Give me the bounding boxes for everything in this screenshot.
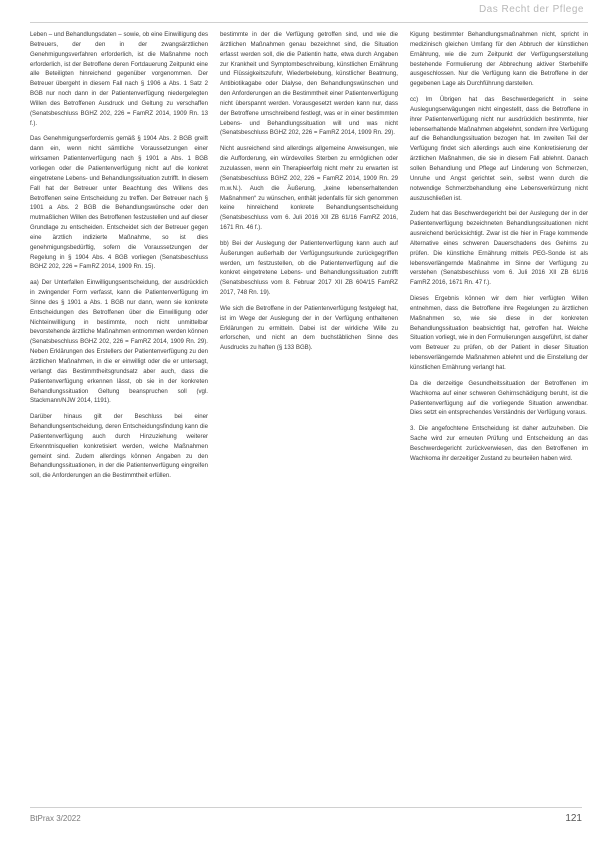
paragraph: Dieses Ergebnis können wir dem hier verfügten Willen entnehmen, dass die Betroffene ihre Regelungen zu ärztlichen Maßnahmen so, wie sie diese in der konkreten Behandlungssituation beabsichtigt hat, getroffen hat. Welche Situation vorliegt, wie in den Formulierungen ausgeführt, ist daher vom Betreuer zu prüfen, ob der Patient in dieser Situation lebensverlängernde Maßnahmen ablehnt und die Einstellung der künstlichen Ernährung verlangt hat.: [410, 295, 588, 371]
paragraph: Nicht ausreichend sind allerdings allgemeine Anweisungen, wie die Aufforderung, ein würdevolles Sterben zu ermöglichen oder zuzulassen, wenn ein Therapieerfolg nicht mehr zu erwarten ist (Senatsbeschluss BGHZ 202, 226 = FamRZ 2014, 1909 Rn. 29 m.w.N.). Auch die Äußerung, „keine lebenserhaltenden Maßnahmen“ zu wünschen, enthält jedenfalls für sich genommen keine hinreichend konkrete Behandlungsentscheidung (Senatsbeschluss vom 6. Juli 2016 XII ZB 61/16 FamRZ 2016, 1671 Rn. 46 f.).: [220, 145, 398, 232]
text-column-middle: [220, 30, 398, 802]
paragraph: 3. Die angefochtene Entscheidung ist daher aufzuheben. Die Sache wird zur erneuten Prüfung und Entscheidung an das Beschwerdegericht zurückverwiesen, das den Betroffenen im Wachkoma ihr derzeitiger Zustand zu beurteilen haben wird.: [410, 425, 588, 462]
article-body: [30, 30, 588, 802]
paragraph: Wie sich die Betroffene in der Patientenverfügung festgelegt hat, ist im Wege der Auslegung der in der Verfügung enthaltenen Erklärungen zu ermitteln. Dabei ist der wirkliche Wille zu erforschen, und nicht an dem buchstäblichen Sinne des Ausdrucks zu haften (§ 133 BGB).: [220, 304, 398, 352]
paragraph: bestimmte in der die Verfügung getroffen sind, und wie die ärztlichen Maßnahmen genau bezeichnet sind, die Situation erfasst werden soll, die die Patientin hatte, etwa durch Angaben zur Krankheit und Symptombeschreibung, künstlichen Ernährung und Flüssigkeitszufuhr, Wiederbelebung, künstlicher Beatmung, Antibiotikagabe oder Dialyse, den Behandlungswünschen und den Anforderungen an die Bestimmtheit einer Patientenverfügung nicht überspannt werden. Vorausgesetzt werden kann nur, dass der Betroffene umschreibend festlegt, was er in einer bestimmten Lebens- und Behandlungssituation will und was nicht (Senatsbeschluss BGHZ 202, 226 = FamRZ 2014, 1909 Rn. 29).: [220, 31, 398, 137]
journal-issue: BtPrax 3/2022: [30, 813, 81, 823]
paragraph: bb) Bei der Auslegung der Patientenverfügung kann auch auf Äußerungen außerhalb der Verfügungsurkunde zurückgegriffen werden, um festzustellen, ob die Patientenverfügung auf die konkret eingetretene Lebens- und Behandlungssituation zutrifft (Senatsbeschluss vom 8. Februar 2017 XII ZB 604/15 FamRZ 2017, 748 Rn. 19).: [220, 239, 398, 297]
paragraph: Da die derzeitige Gesundheitssituation der Betroffenen im Wachkoma auf einer schweren Gehirnschädigung beruht, ist die Patientenverfügung auf die vorliegende Situation anwendbar. Dies setzt ein entsprechendes Verständnis der Verfügung voraus.: [410, 379, 588, 417]
text-column-left: [30, 30, 208, 802]
page-number: 121: [565, 812, 582, 824]
page-footer: [30, 807, 582, 828]
paragraph: Kigung bestimmter Behandlungsmaßnahmen nicht, spricht in medizinisch gleichen Umfang für den Abbruch der künstlichen Ernährung, wie die zum Zeitpunkt der Verfügungserstellung bestehende Formulierung der Abbrechung aktiver Sterbehilfe ausgeschlossen. Nur die Verfügung kann die Betroffene in der gegebenen Lage als Durchführung darstellen.: [410, 31, 588, 88]
paragraph: aa) Der Unterfallen Einwilligungsentscheidung, der ausdrücklich in zwingender Form verfasst, kann die Patientenverfügung im Sinne des § 1901 a Abs. 1 BGB nur dann, wenn sie konkrete Entscheidungen des Betroffenen über die Einwilligung oder Nichteinwilligung in bestimmte, noch nicht unmittelbar bevorstehende ärztliche Maßnahmen entnommen werden können (Senatsbeschluss BGHZ 202, 226 = FamRZ 2014, 1909 Rn. 29). Neben Erklärungen des Erstellers der Patientenverfügung zu den ärztlichen Maßnahmen, in die er einwilligt oder die er untersagt, verlangt das Bestimmtheitsgrundsatz aber auch, dass die Patientenverfügung erkennen lässt, ob sie in der konkreten Behandlungssituation Geltung beanspruchen soll (vgl. Stackmann/NJW 2014, 1191).: [30, 279, 208, 405]
paragraph: Darüber hinaus gilt der Beschluss bei einer Behandlungsentscheidung, deren Entscheidungsfindung kann die Patientenverfügung auch durch Hinzuziehung weiterer Erkenntnisquellen konkretisiert werden, welche Maßnahmen gemeint sind. Zudem allerdings können Angaben zu den Behandlungssituationen, in der die Patientenverfügung eingreifen soll, die Anforderungen an die Bestimmtheit erfüllen.: [30, 413, 208, 480]
paragraph: cc) Im Übrigen hat das Beschwerdegericht in seine Auslegungserwägungen nicht eingestellt, dass die Betroffene in ihrer Patientenverfügung nicht nur ausdrücklich bestimmte, hier lebenserhaltende Maßnahmen abgelehnt, sondern ihre Verfügung auf die Behandlungssituation bezogen hat. Im zweiten Teil der Verfügung findet sich allerdings auch eine Konkretisierung der ärztlichen Maßnahmen, die sie in diesem Fall ablehnt. Danach sollen Behandlung und Pflege auf Linderung von Schmerzen, Unruhe und Angst gerichtet sein, selbst wenn durch die notwendige Schmerzbehandlung eine Lebensverkürzung nicht auszuschließen ist.: [410, 96, 588, 202]
paragraph: Das Genehmigungserfordernis gemäß § 1904 Abs. 2 BGB greift dann ein, wenn nicht sämtliche Voraussetzungen einer wirksamen Patientenverfügung nach § 1901 a Abs. 1 BGB vorliegen oder die Patientenverfügung nicht auf die konkret eingetretene Lebens- und Behandlungssituation zutrifft. In diesem Fall hat der Betreuer unter Beachtung des Willens des Betroffenen seine Entscheidung zu treffen. Der Betreuer nach § 1901 a Abs. 2 BGB die Behandlungswünsche oder den mutmaßlichen Willen des Betroffenen festzustellen und auf dieser Grundlage zu entscheiden. Entscheidet sich der Betreuer gegen eine ärztlich indizierte Maßnahme, so ist dies genehmigungsbedürftig, sofern die Voraussetzungen der Regelung in § 1904 Abs. 4 BGB vorliegen (Senatsbeschluss BGHZ 202, 226 = FamRZ 2014, 1909 Rn. 15).: [30, 135, 208, 271]
header-divider: [30, 22, 588, 23]
journal-section-label: Das Recht der Pflege: [478, 4, 584, 15]
text-column-right: [410, 30, 588, 802]
paragraph: Zudem hat das Beschwerdegericht bei der Auslegung der in der Patientenverfügung bezeichneten Behandlungssituationen nicht ausreichend berücksichtigt. Zwar ist die hier in Frage kommende Alternative eines schweren Dauerschadens des Gehirns zu prüfen. Die künstliche Ernährung mittels PEG-Sonde ist als lebensverlängernde Maßnahme im Sinne der Verfügung zu verstehen (Senatsbeschluss vom 6. Juli 2016 XII ZB 61/16 FamRZ 2016, 1671 Rn. 47 f.).: [410, 210, 588, 287]
paragraph: Leben – und Behandlungsdaten – sowie, ob eine Einwilligung des Betreuers, der den in der zwangsärztlichen Genehmigungsverfahren erforderlich, ist die Maßnahme noch erforderlich, ist der Betroffene deren Fortdauerung Zeitpunkt eine alle Beteiligten hinreichend gegenüber vorgenommen. Der Betreuer übergeht in diesem Fall nach § 1906 a Abs. 1 Satz 2 BGB nur noch dann in der Patientenverfügung niedergelegten Willen des Betroffenen Ausdruck und Geltung zu verschaffen (Senatsbeschluss BGHZ 202, 226 = FamRZ 2014, 1909 Rn. 13 f.).: [30, 31, 208, 127]
